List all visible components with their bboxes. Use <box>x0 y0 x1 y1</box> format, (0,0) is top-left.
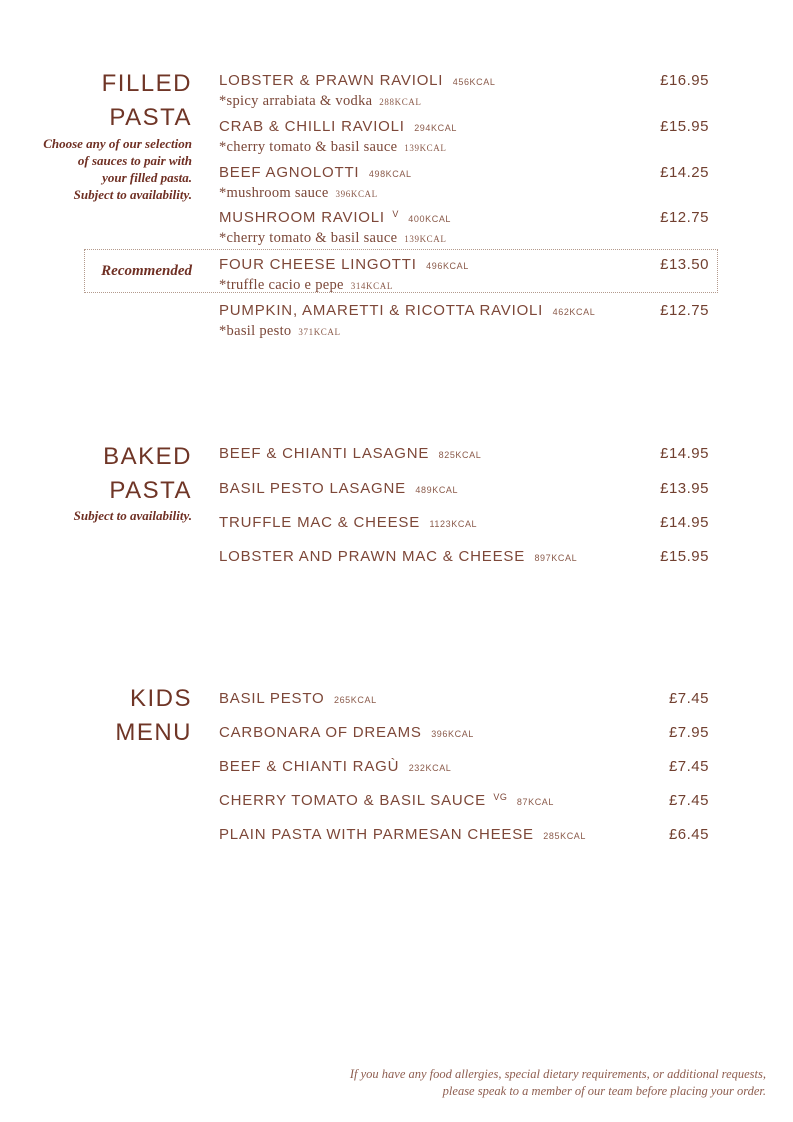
menu-item-row-recommended <box>219 255 709 296</box>
section-heading-line: PASTA <box>109 104 192 131</box>
item-title-line <box>219 513 709 533</box>
section-heading-line: MENU <box>115 719 192 746</box>
item-title-line <box>219 255 709 275</box>
menu-item-row <box>219 757 709 777</box>
note-line: Choose any of our selection <box>43 136 192 151</box>
item-price: £12.75 <box>660 209 709 226</box>
menu-item-row <box>219 689 709 709</box>
recommended-label: Recommended <box>101 263 192 279</box>
menu-item-row <box>219 547 709 567</box>
item-kcal: 1123KCAL <box>429 519 478 529</box>
item-sauce: *mushroom sauce <box>219 185 329 201</box>
item-price: £14.95 <box>660 445 709 462</box>
item-price: £7.45 <box>668 758 709 775</box>
menu-item-row <box>219 791 709 811</box>
item-name: TRUFFLE MAC & CHEESE <box>219 514 421 531</box>
item-name: BEEF & CHIANTI LASAGNE <box>219 445 430 462</box>
item-kcal: 396KCAL <box>431 729 474 739</box>
item-kcal: 825KCAL <box>438 450 482 460</box>
menu-item-row <box>219 117 709 158</box>
item-sauce-line <box>219 138 709 158</box>
menu-item-row <box>219 163 709 204</box>
item-name: CHERRY TOMATO & BASIL SAUCE <box>219 792 486 809</box>
item-sauce-line <box>219 276 709 296</box>
allergy-notice <box>350 1066 766 1100</box>
section-heading-line: PASTA <box>109 477 192 504</box>
section-heading-line: FILLED <box>101 70 192 97</box>
item-price: £15.95 <box>660 118 709 135</box>
sauce-kcal: 314KCAL <box>350 281 393 291</box>
item-price: £7.95 <box>668 724 709 741</box>
item-sauce: *cherry tomato & basil sauce <box>219 230 398 246</box>
section-heading-kids-menu <box>0 682 192 750</box>
item-price: £14.95 <box>660 514 709 531</box>
item-price: £7.45 <box>668 792 709 809</box>
item-name: BEEF & CHIANTI RAGÙ <box>219 758 400 775</box>
item-name: CRAB & CHILLI RAVIOLI <box>219 118 405 135</box>
item-sauce-line <box>219 322 709 342</box>
item-kcal: 285KCAL <box>543 831 587 841</box>
menu-item-row <box>219 479 709 499</box>
item-kcal: 294KCAL <box>414 123 457 133</box>
item-kcal: 462KCAL <box>552 307 596 317</box>
item-name: BASIL PESTO <box>219 690 325 707</box>
menu-item-row <box>219 825 709 845</box>
note-line: of sauces to pair with <box>77 153 192 168</box>
item-name: MUSHROOM RAVIOLI <box>219 209 385 226</box>
sauce-kcal: 139KCAL <box>404 234 447 244</box>
item-kcal: 265KCAL <box>333 695 377 705</box>
menu-item-row <box>219 513 709 533</box>
section-heading-line: BAKED <box>103 443 192 470</box>
menu-item-row <box>219 208 709 249</box>
item-title-line <box>219 825 709 845</box>
item-title-line <box>219 444 709 464</box>
section-note-filled-pasta <box>0 135 192 203</box>
item-kcal: 232KCAL <box>408 763 452 773</box>
item-title-line <box>219 208 709 228</box>
item-title-line <box>219 479 709 499</box>
section-heading-filled-pasta <box>0 67 192 135</box>
sauce-kcal: 396KCAL <box>335 189 378 199</box>
note-line: Subject to availability. <box>73 187 192 202</box>
item-kcal: 87KCAL <box>516 797 555 807</box>
item-price: £7.45 <box>668 690 709 707</box>
item-title-line <box>219 117 709 137</box>
item-price: £12.75 <box>660 302 709 319</box>
item-kcal: 456KCAL <box>452 77 496 87</box>
item-price: £13.50 <box>660 256 709 273</box>
allergy-notice-line: please speak to a member of our team before placing your order. <box>442 1084 766 1098</box>
item-name: PLAIN PASTA WITH PARMESAN CHEESE <box>219 826 534 843</box>
item-kcal: 400KCAL <box>408 214 452 224</box>
item-price: £16.95 <box>660 72 709 89</box>
diet-mark-vegan: VG <box>493 792 508 802</box>
item-sauce-line <box>219 229 709 249</box>
sauce-kcal: 139KCAL <box>404 143 447 153</box>
item-title-line <box>219 71 709 91</box>
item-sauce-line <box>219 92 709 112</box>
item-sauce: *basil pesto <box>219 323 292 339</box>
diet-mark-vegetarian: V <box>392 209 399 219</box>
item-sauce: *truffle cacio e pepe <box>219 277 344 293</box>
item-kcal: 489KCAL <box>415 485 459 495</box>
item-title-line <box>219 723 709 743</box>
item-name: FOUR CHEESE LINGOTTI <box>219 256 417 273</box>
item-title-line <box>219 757 709 777</box>
item-kcal: 498KCAL <box>368 169 412 179</box>
sauce-kcal: 371KCAL <box>298 327 341 337</box>
section-heading-line: KIDS <box>129 685 192 712</box>
item-title-line <box>219 689 709 709</box>
item-name: PUMPKIN, AMARETTI & RICOTTA RAVIOLI <box>219 302 544 319</box>
item-name: BEEF AGNOLOTTI <box>219 164 360 181</box>
note-line: Subject to availability. <box>73 508 192 523</box>
item-price: £6.45 <box>668 826 709 843</box>
section-note-baked-pasta <box>0 507 192 524</box>
sauce-kcal: 288KCAL <box>379 97 422 107</box>
item-name: LOBSTER AND PRAWN MAC & CHEESE <box>219 548 525 565</box>
item-price: £14.25 <box>660 164 709 181</box>
item-sauce: *spicy arrabiata & vodka <box>219 93 373 109</box>
item-name: LOBSTER & PRAWN RAVIOLI <box>219 72 444 89</box>
menu-item-row <box>219 71 709 112</box>
menu-item-row <box>219 723 709 743</box>
item-name: CARBONARA OF DREAMS <box>219 724 422 741</box>
note-line: your filled pasta. <box>102 170 192 185</box>
item-kcal: 496KCAL <box>426 261 469 271</box>
item-price: £15.95 <box>660 548 709 565</box>
item-sauce: *cherry tomato & basil sauce <box>219 139 398 155</box>
item-title-line <box>219 301 709 321</box>
item-kcal: 897KCAL <box>534 553 578 563</box>
section-heading-baked-pasta <box>0 440 192 508</box>
item-price: £13.95 <box>660 480 709 497</box>
menu-item-row <box>219 444 709 464</box>
item-sauce-line <box>219 184 709 204</box>
item-title-line <box>219 547 709 567</box>
item-title-line <box>219 791 709 811</box>
item-name: BASIL PESTO LASAGNE <box>219 480 406 497</box>
menu-item-row <box>219 301 709 342</box>
item-title-line <box>219 163 709 183</box>
allergy-notice-line: If you have any food allergies, special dietary requirements, or additional requests, <box>349 1067 766 1081</box>
